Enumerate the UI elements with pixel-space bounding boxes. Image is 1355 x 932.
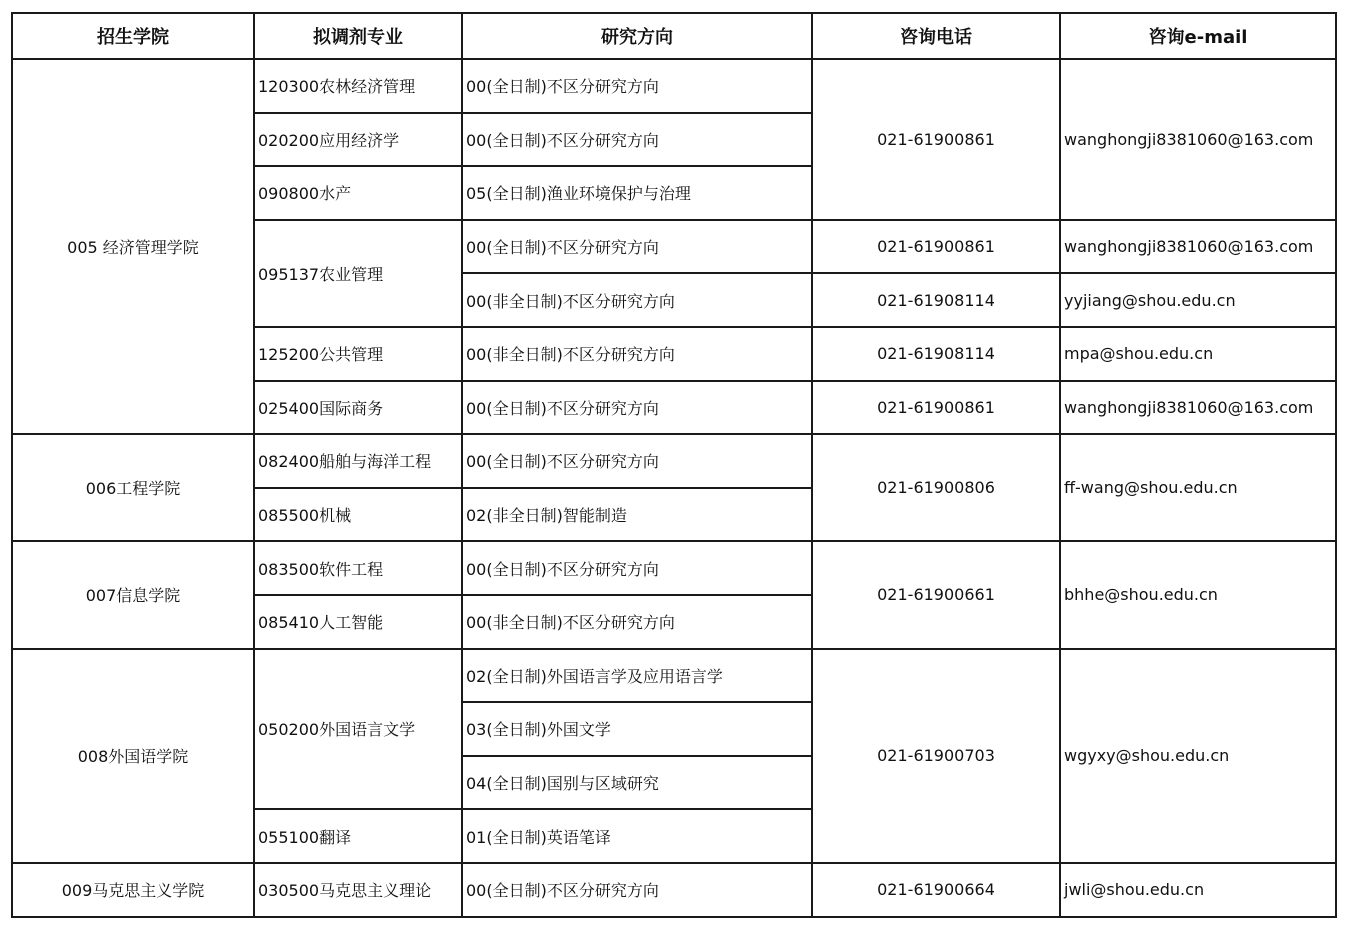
header-email: 咨询e-mail <box>1060 13 1336 59</box>
college-cell: 005 经济管理学院 <box>12 59 254 434</box>
email-link[interactable]: wgyxy@shou.edu.cn <box>1060 649 1336 863</box>
college-cell: 006工程学院 <box>12 434 254 541</box>
direction-cell: 00(全日制)不区分研究方向 <box>462 863 812 917</box>
email-link[interactable]: bhhe@shou.edu.cn <box>1060 541 1336 648</box>
direction-cell: 05(全日制)渔业环境保护与治理 <box>462 166 812 220</box>
phone-cell: 021-61908114 <box>812 327 1060 381</box>
direction-cell: 00(全日制)不区分研究方向 <box>462 434 812 488</box>
table-row <box>12 59 1336 113</box>
email-link[interactable]: jwli@shou.edu.cn <box>1060 863 1336 917</box>
phone-cell: 021-61900703 <box>812 649 1060 863</box>
email-link[interactable]: wanghongji8381060@163.com <box>1060 59 1336 220</box>
direction-cell: 00(全日制)不区分研究方向 <box>462 541 812 595</box>
direction-cell: 00(全日制)不区分研究方向 <box>462 220 812 274</box>
phone-cell: 021-61900861 <box>812 220 1060 274</box>
direction-cell: 00(全日制)不区分研究方向 <box>462 59 812 113</box>
table-row <box>12 541 1336 595</box>
major-cell: 085410人工智能 <box>254 595 462 649</box>
header-major: 拟调剂专业 <box>254 13 462 59</box>
phone-cell: 021-61900861 <box>812 381 1060 435</box>
major-cell: 095137农业管理 <box>254 220 462 327</box>
major-cell: 090800水产 <box>254 166 462 220</box>
header-phone: 咨询电话 <box>812 13 1060 59</box>
college-cell: 008外国语学院 <box>12 649 254 863</box>
direction-cell: 04(全日制)国别与区域研究 <box>462 756 812 810</box>
college-cell: 009马克思主义学院 <box>12 863 254 917</box>
email-link[interactable]: mpa@shou.edu.cn <box>1060 327 1336 381</box>
direction-cell: 02(全日制)外国语言学及应用语言学 <box>462 649 812 703</box>
phone-cell: 021-61900664 <box>812 863 1060 917</box>
major-cell: 125200公共管理 <box>254 327 462 381</box>
direction-cell: 00(非全日制)不区分研究方向 <box>462 327 812 381</box>
phone-cell: 021-61908114 <box>812 273 1060 327</box>
direction-cell: 03(全日制)外国文学 <box>462 702 812 756</box>
major-cell: 030500马克思主义理论 <box>254 863 462 917</box>
direction-cell: 00(非全日制)不区分研究方向 <box>462 595 812 649</box>
table-row <box>12 863 1336 917</box>
phone-cell: 021-61900806 <box>812 434 1060 541</box>
table-row <box>12 434 1336 488</box>
major-cell: 055100翻译 <box>254 809 462 863</box>
phone-cell: 021-61900861 <box>812 59 1060 220</box>
header-college: 招生学院 <box>12 13 254 59</box>
major-cell: 025400国际商务 <box>254 381 462 435</box>
major-cell: 050200外国语言文学 <box>254 649 462 810</box>
email-link[interactable]: wanghongji8381060@163.com <box>1060 381 1336 435</box>
adjustment-table <box>11 12 1337 918</box>
college-cell: 007信息学院 <box>12 541 254 648</box>
major-cell: 085500机械 <box>254 488 462 542</box>
direction-cell: 00(非全日制)不区分研究方向 <box>462 273 812 327</box>
header-row <box>12 13 1336 59</box>
direction-cell: 01(全日制)英语笔译 <box>462 809 812 863</box>
major-cell: 120300农林经济管理 <box>254 59 462 113</box>
email-link[interactable]: wanghongji8381060@163.com <box>1060 220 1336 274</box>
header-direction: 研究方向 <box>462 13 812 59</box>
phone-cell: 021-61900661 <box>812 541 1060 648</box>
direction-cell: 02(非全日制)智能制造 <box>462 488 812 542</box>
table-row <box>12 649 1336 703</box>
major-cell: 020200应用经济学 <box>254 113 462 167</box>
email-link[interactable]: yyjiang@shou.edu.cn <box>1060 273 1336 327</box>
direction-cell: 00(全日制)不区分研究方向 <box>462 113 812 167</box>
email-link[interactable]: ff-wang@shou.edu.cn <box>1060 434 1336 541</box>
major-cell: 083500软件工程 <box>254 541 462 595</box>
major-cell: 082400船舶与海洋工程 <box>254 434 462 488</box>
direction-cell: 00(全日制)不区分研究方向 <box>462 381 812 435</box>
